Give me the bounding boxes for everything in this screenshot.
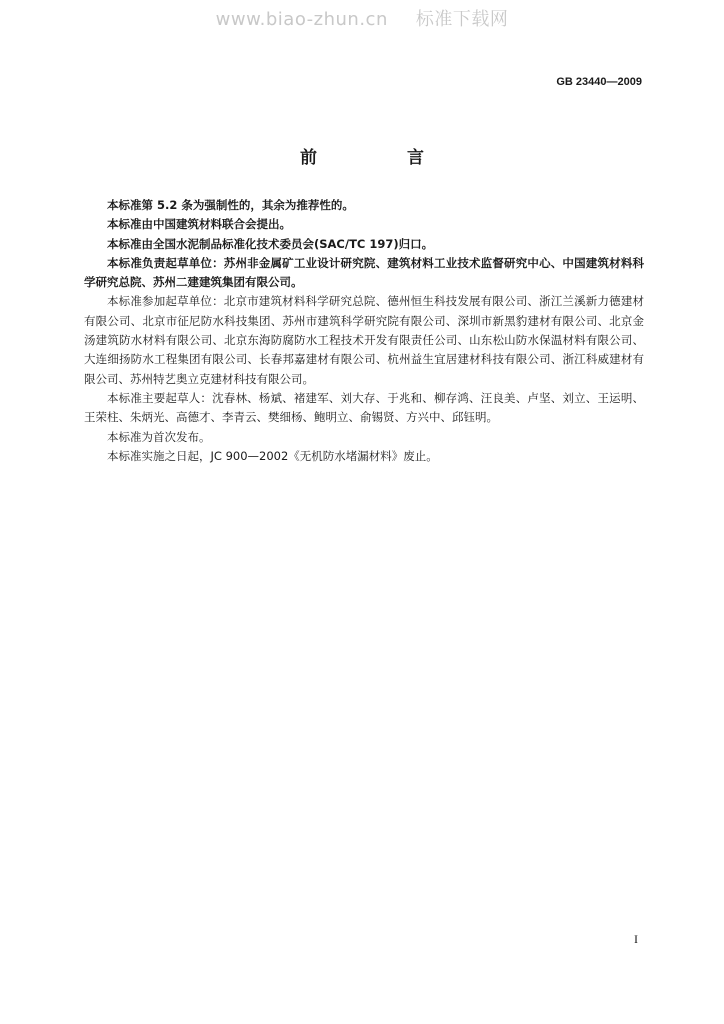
paragraph-committee: 本标准由全国水泥制品标准化技术委员会(SAC/TC 197)归口。 <box>107 236 434 251</box>
standard-code: GB 23440—2009 <box>556 76 642 88</box>
paragraph-first-release: 本标准为首次发布。 <box>107 429 211 444</box>
page-title: 前 言 <box>300 148 466 168</box>
paragraph-supersedes: 本标准实施之日起，JC 900—2002《无机防水堵漏材料》废止。 <box>107 448 438 463</box>
paragraph-participating-drafters: 本标准参加起草单位：北京市建筑材料科学研究总院、德州恒生科技发展有限公司、浙江兰溪新力德建材有限公司、北京市征尼防水科技集团、苏州市建筑科学研究院有限公司、深圳市新黑豹建材有限公司、北京金汤建筑防水材料有限公司、北京东海防腐防水工程技术开发有限责任公司、山东松山防水保温材料有限公司、大连细扬防水工程集团有限公司、长春邦嘉建材有限公司、杭州益生宜居建材科技有限公司、浙江科威建材有限公司、苏州特艺奥立克建材科技有限公司。 <box>84 294 644 386</box>
watermark-url: www.biao-zhun.cn <box>215 9 388 30</box>
paragraph-main-drafters: 本标准主要起草人：沈春林、杨斌、褚建军、刘大存、于兆和、柳存鸿、汪良美、卢坚、刘立、王运明、王荣柱、朱炳光、高德才、李青云、樊细杨、鲍明立、俞锡贤、方兴中、邱钰明。 <box>84 390 644 425</box>
watermark <box>0 5 724 31</box>
paragraph-lead-drafters: 本标准负责起草单位：苏州非金属矿工业设计研究院、建筑材料工业技术监督研究中心、中国建筑材料科学研究总院、苏州二建建筑集团有限公司。 <box>84 255 644 290</box>
watermark-site-name: 标准下载网 <box>415 9 509 30</box>
page-number: I <box>634 932 638 946</box>
document-body <box>84 196 644 466</box>
paragraph-mandatory-clause: 本标准第 5.2 条为强制性的，其余为推荐性的。 <box>107 198 354 212</box>
paragraph-proposer: 本标准由中国建筑材料联合会提出。 <box>107 217 291 232</box>
